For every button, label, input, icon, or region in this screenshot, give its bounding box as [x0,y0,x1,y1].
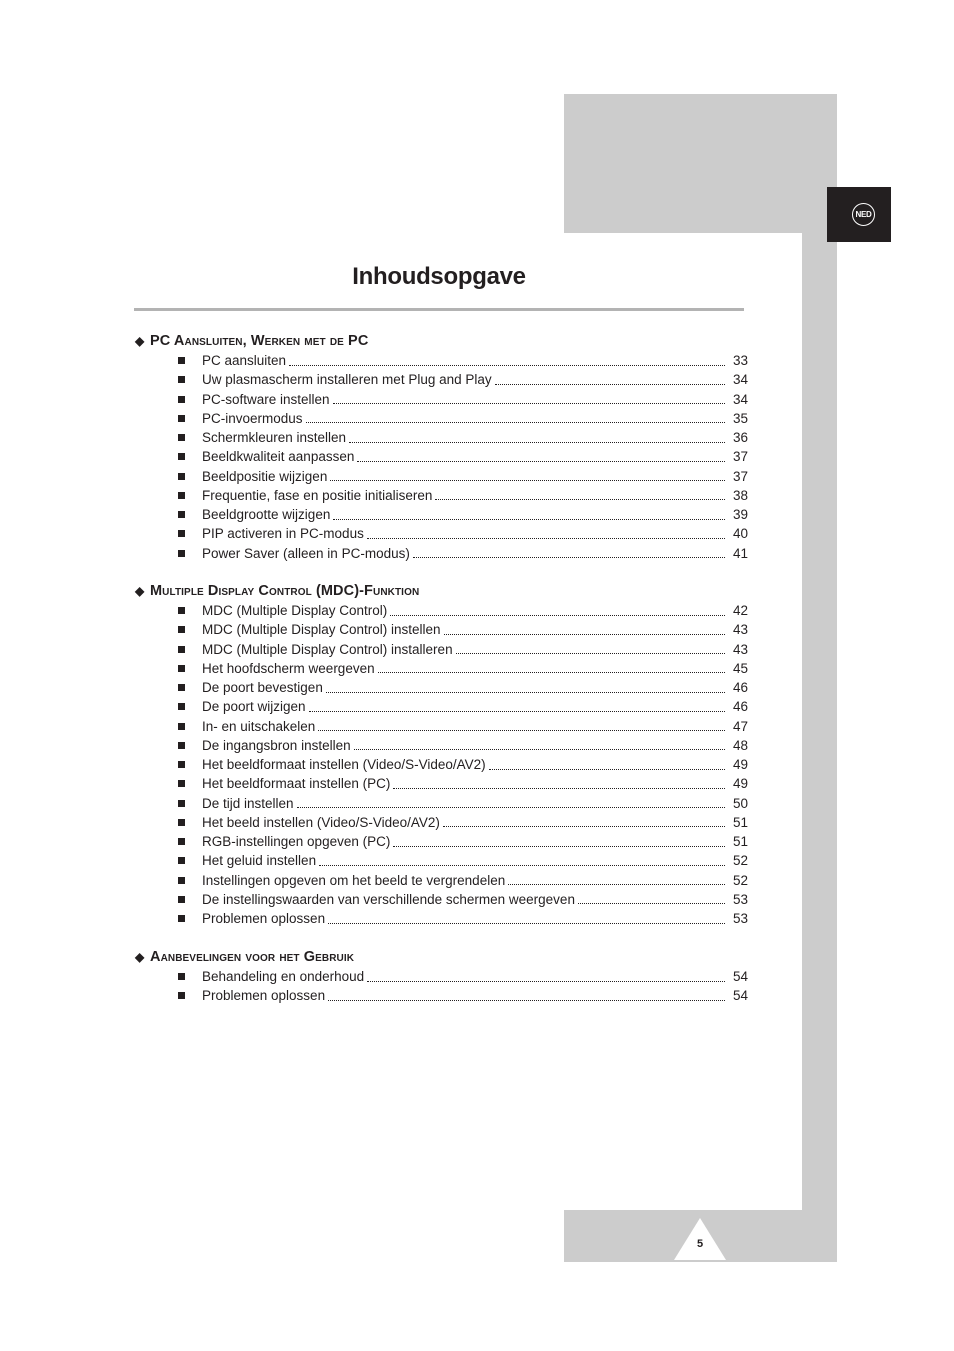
dot-leader [578,902,725,904]
toc-entry-title: Behandeling en onderhoud [202,969,365,984]
square-bullet-icon [178,453,185,460]
dot-leader [489,768,725,770]
toc-entry-title: Instellingen opgeven om het beeld te vergrendelen [202,872,506,888]
square-bullet-icon [178,800,185,807]
toc-entry-page-number: 36 [732,430,748,445]
title-divider [134,308,744,311]
toc-entry-title: Beeldkwaliteit aanpassen [202,449,355,465]
toc-entry-title: Het hoofdscherm weergeven [202,660,375,676]
dot-leader [309,710,725,712]
toc-entry[interactable] [178,640,748,659]
dot-leader [435,498,725,500]
toc-entry[interactable] [178,409,748,428]
section-heading [135,582,419,600]
toc-entry[interactable] [178,909,748,928]
toc-entry-title: Uw plasmascherm installeren met Plug and Play [202,372,492,388]
language-badge: NED [852,203,875,226]
toc-entry-title: Power Saver (alleen in PC-modus) [202,545,410,561]
toc-entry[interactable] [178,524,748,543]
toc-entry-page-number: 46 [732,680,748,695]
toc-entry-page-number: 41 [732,545,748,561]
square-bullet-icon [178,780,185,787]
toc-entry-title: Het beeldformaat instellen (Video/S-Video/AV2) [202,757,486,772]
toc-entry-title: PIP activeren in PC-modus [202,526,364,542]
toc-entry-page-number: 34 [732,372,748,388]
toc-entry[interactable] [178,794,748,813]
toc-entry-page-number: 37 [732,449,748,465]
square-bullet-icon [178,915,185,922]
toc-entry[interactable] [178,428,748,447]
section-heading [135,332,368,350]
toc-entry-title: RGB-instellingen opgeven (PC) [202,834,391,849]
square-bullet-icon [178,607,185,614]
toc-entry-page-number: 49 [732,776,748,792]
dot-leader [354,748,725,750]
square-bullet-icon [178,473,185,480]
dot-leader [390,614,725,616]
square-bullet-icon [178,434,185,441]
dot-leader [393,845,725,847]
toc-entry-title: Problemen oplossen [202,988,326,1004]
toc-entry-page-number: 45 [732,660,748,676]
toc-entry[interactable] [178,467,748,486]
toc-entry-page-number: 54 [732,969,748,984]
dot-leader [297,806,725,808]
square-bullet-icon [178,742,185,749]
toc-entry-title: MDC (Multiple Display Control) instellen [202,622,441,638]
square-bullet-icon [178,723,185,730]
toc-entry[interactable] [178,736,748,755]
toc-entry-page-number: 49 [732,757,748,772]
toc-entry-title: Schermkleuren instellen [202,430,347,445]
square-bullet-icon [178,992,185,999]
toc-entry-title: Het geluid instellen [202,853,317,869]
toc-entry-title: Het beeld instellen (Video/S-Video/AV2) [202,814,440,830]
toc-entry[interactable] [178,774,748,793]
toc-entry[interactable] [178,544,748,563]
diamond-bullet-icon: ◆ [135,334,145,348]
toc-entry-page-number: 51 [732,814,748,830]
square-bullet-icon [178,357,185,364]
toc-entry-page-number: 48 [732,737,748,753]
toc-entry[interactable] [178,755,748,774]
toc-entry-title: De instellingswaarden van verschillende schermen weergeven [202,891,575,907]
toc-entry-title: In- en uitschakelen [202,718,316,734]
toc-entry-title: Beeldpositie wijzigen [202,468,328,484]
toc-entry[interactable] [178,486,748,505]
toc-entry-page-number: 43 [732,622,748,638]
section-heading-text: PC Aansluiten, Werken met de PC [150,333,369,349]
toc-entry[interactable] [178,390,748,409]
toc-entry[interactable] [178,871,748,890]
dot-leader [306,421,725,423]
toc-entry[interactable] [178,890,748,909]
toc-entry-page-number: 50 [732,795,748,811]
square-bullet-icon [178,626,185,633]
square-bullet-icon [178,376,185,383]
toc-entry[interactable] [178,678,748,697]
toc-entry-page-number: 33 [732,353,748,368]
toc-entry-title: MDC (Multiple Display Control) installeren [202,641,453,657]
dot-leader [319,864,725,866]
toc-entry[interactable] [178,351,748,370]
toc-entry-page-number: 35 [732,410,748,426]
square-bullet-icon [178,819,185,826]
toc-entry-title: MDC (Multiple Display Control) [202,603,388,618]
toc-entry-title: Frequentie, fase en positie initialiseren [202,487,433,503]
square-bullet-icon [178,761,185,768]
toc-entry-page-number: 34 [732,391,748,407]
dot-leader [413,556,725,558]
toc-entry-title: De tijd instellen [202,795,294,811]
dot-leader [495,383,725,385]
toc-entry[interactable] [178,832,748,851]
toc-entry-page-number: 46 [732,699,748,715]
square-bullet-icon [178,877,185,884]
toc-entry[interactable] [178,717,748,736]
dot-leader [349,441,725,443]
dot-leader [367,537,725,539]
toc-entry-page-number: 47 [732,718,748,734]
dot-leader [289,364,725,366]
toc-entry-page-number: 37 [732,468,748,484]
toc-entry[interactable] [178,601,748,620]
toc-entry[interactable] [178,505,748,524]
toc-entry-page-number: 39 [732,507,748,522]
dot-leader [328,999,725,1001]
toc-entry[interactable] [178,697,748,716]
language-tab [827,187,891,242]
square-bullet-icon [178,550,185,557]
toc-entry-page-number: 52 [732,872,748,888]
toc-entry-page-number: 52 [732,853,748,869]
dot-leader [444,633,725,635]
dot-leader [318,729,725,731]
toc-entry-title: PC-software instellen [202,391,330,407]
section-heading-text: Multiple Display Control (MDC)-Funktion [150,583,420,599]
dot-leader [357,460,725,462]
toc-entry-title: Beeldgrootte wijzigen [202,507,331,522]
square-bullet-icon [178,492,185,499]
decorative-gray-band-top [564,94,837,233]
toc-entry-title: De ingangsbron instellen [202,737,351,753]
toc-entry[interactable] [178,967,748,986]
page-title: Inhoudsopgave [352,263,526,290]
toc-entry-title: De poort bevestigen [202,680,323,695]
square-bullet-icon [178,665,185,672]
toc-entry[interactable] [178,813,748,832]
section-heading-text: Aanbevelingen voor het Gebruik [150,949,355,965]
page-number: 5 [696,1238,704,1250]
toc-entry-title: PC aansluiten [202,353,287,368]
dot-leader [330,479,725,481]
dot-leader [367,980,725,982]
toc-entry-page-number: 54 [732,988,748,1004]
square-bullet-icon [178,396,185,403]
dot-leader [333,402,725,404]
decorative-gray-band-side [802,233,837,1210]
square-bullet-icon [178,530,185,537]
dot-leader [333,518,725,520]
toc-entry-page-number: 38 [732,487,748,503]
square-bullet-icon [178,511,185,518]
dot-leader [443,825,725,827]
toc-entry[interactable] [178,620,748,639]
dot-leader [328,922,725,924]
diamond-bullet-icon: ◆ [135,950,145,964]
square-bullet-icon [178,703,185,710]
dot-leader [393,787,725,789]
toc-entry-title: PC-invoermodus [202,410,303,426]
square-bullet-icon [178,973,185,980]
toc-entry-title: Het beeldformaat instellen (PC) [202,776,391,792]
square-bullet-icon [178,415,185,422]
toc-entry-page-number: 53 [732,911,748,926]
toc-entry[interactable] [178,370,748,389]
toc-entry-page-number: 42 [732,603,748,618]
toc-entry[interactable] [178,447,748,466]
toc-entry[interactable] [178,986,748,1005]
square-bullet-icon [178,684,185,691]
toc-entry-page-number: 51 [732,834,748,849]
dot-leader [456,652,725,654]
dot-leader [326,691,725,693]
square-bullet-icon [178,857,185,864]
toc-entry-title: Problemen oplossen [202,911,326,926]
toc-entry-page-number: 53 [732,891,748,907]
toc-entry[interactable] [178,851,748,870]
dot-leader [378,671,725,673]
square-bullet-icon [178,838,185,845]
toc-entry-page-number: 40 [732,526,748,542]
toc-entry-title: De poort wijzigen [202,699,306,715]
diamond-bullet-icon: ◆ [135,584,145,598]
section-heading [135,948,354,966]
dot-leader [508,883,725,885]
square-bullet-icon [178,646,185,653]
toc-entry[interactable] [178,659,748,678]
square-bullet-icon [178,896,185,903]
toc-entry-page-number: 43 [732,641,748,657]
